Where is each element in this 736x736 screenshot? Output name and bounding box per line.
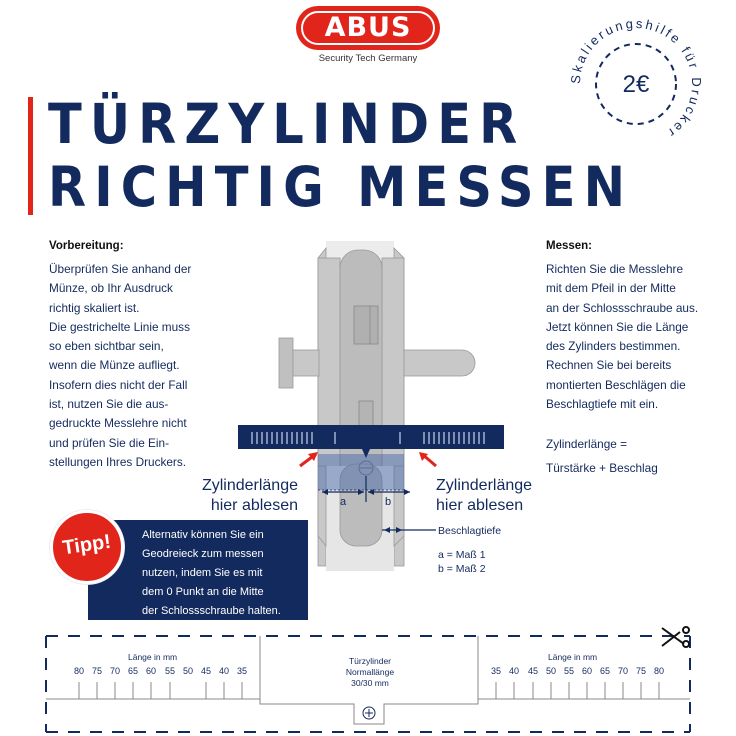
measuring-line: mit dem Pfeil in der Mitte [546,281,676,296]
door-knob-rose [279,338,293,388]
center-line1: Türzylinder [348,656,392,666]
center-line3: 30/30 mm [351,678,389,688]
center-line2: Normallänge [345,667,395,677]
preparation-line: ist, nutzen Sie die aus- [49,397,169,412]
left-ticks [79,682,242,699]
latch-window [354,306,378,344]
right-tick-label: 70 [617,666,628,676]
left-tick-label: 60 [145,666,156,676]
left-tick-label: 40 [218,666,229,676]
tip-line: Geodreieck zum messen [142,548,264,560]
measuring-line: Rechnen Sie bei bereits [546,358,672,373]
dimension-legend [438,548,486,576]
seal-ring-text: Skalierungshilfe für Drucker [567,15,705,142]
logo-text: ABUS [324,12,412,43]
preparation-line: Münze, ob Ihr Ausdruck [49,281,173,296]
measuring-line: montierten Beschlägen die [546,377,686,392]
right-tick-label: 75 [635,666,646,676]
formula-line1: Zylinderlänge = [546,437,627,451]
right-ticks [496,682,659,699]
brand-tagline: Security Tech Germany [318,53,418,64]
preparation-line: Insofern dies nicht der Fall [49,377,188,392]
preparation-line: richtig skaliert ist. [49,300,140,315]
read-here-right-line1: Zylinderlänge [436,477,533,494]
right-tick-label: 50 [545,666,556,676]
right-tick-label: 35 [490,666,501,676]
measuring-line: des Zylinders bestimmen. [546,339,681,354]
preparation-text [49,260,239,472]
right-tick-label: 80 [653,666,664,676]
measuring-line: Jetzt können Sie die Länge [546,319,689,334]
measuring-text [546,260,736,414]
title-accent-bar [28,97,33,215]
formula [546,432,658,480]
read-here-right [436,476,532,516]
preparation-line: wenn die Münze aufliegt. [49,358,180,373]
formula-line2: Türstärke + Beschlag [546,461,658,475]
seal-graphic [566,14,706,154]
preparation-line: Die gestrichelte Linie muss [49,319,190,334]
right-tick-label: 65 [599,666,610,676]
right-tick-label: 40 [508,666,519,676]
left-tick-label: 75 [91,666,102,676]
right-tick-label: 45 [527,666,538,676]
dim-b-label: b [384,496,392,508]
read-here-left-line2: hier ablesen [210,497,298,514]
left-tick-label: 45 [200,666,211,676]
left-tick-label: 70 [109,666,120,676]
cylinder-overlay [318,454,404,490]
read-here-right-line2: hier ablesen [436,497,524,514]
legend-a: a = Maß 1 [438,549,486,561]
abus-logo [296,6,440,50]
measuring-line: Beschlagtiefe mit ein. [546,397,659,412]
preparation-line: gedruckte Messlehre nicht [49,416,187,431]
door-lever [404,350,475,376]
tip-text [142,526,308,621]
preparation-line: stellungen Ihres Druckers. [49,454,187,469]
left-tick-label: 55 [164,666,175,676]
measuring-line: Richten Sie die Messlehre [546,262,684,276]
right-tick-label: 55 [563,666,574,676]
measuring-heading: Messen: [546,240,593,252]
read-here-left-line1: Zylinderlänge [201,477,298,494]
coin-label: 2€ [622,71,650,98]
right-length-label: Länge in mm [548,652,598,662]
coin-scaling-seal [566,14,706,154]
left-tick-label: 50 [182,666,193,676]
preparation-line: Überprüfen Sie anhand der [49,262,192,276]
door-knob-neck [293,350,319,376]
normal-length-label [300,656,440,689]
left-tick-label: 80 [73,666,84,676]
tip-line: der Schlossschraube halten. [142,605,281,617]
measuring-line: an der Schlossschraube aus. [546,300,699,315]
preparation-heading: Vorbereitung: [49,240,124,252]
right-tick-label: 60 [581,666,592,676]
legend-b: b = Maß 2 [438,563,486,575]
page-title-line1: TÜRZYLINDER [48,92,526,156]
preparation-line: so eben sichtbar sein, [49,339,164,354]
read-here-left [150,476,298,516]
page-title-line2: RICHTIG MESSEN [48,155,634,219]
tip-line: dem 0 Punkt an die Mitte [142,586,264,598]
tip-line: Alternativ können Sie ein [142,529,264,541]
dim-a-label: a [339,496,347,508]
tip-badge-label: Tipp! [61,530,113,560]
fitting-depth-label: Beschlagtiefe [438,525,502,537]
left-length-label: Länge in mm [128,652,178,662]
left-tick-label: 65 [127,666,138,676]
left-tick-label: 35 [236,666,247,676]
preparation-line: und prüfen Sie die Ein- [49,435,170,450]
tip-line: nutzen, indem Sie es mit [142,567,263,579]
